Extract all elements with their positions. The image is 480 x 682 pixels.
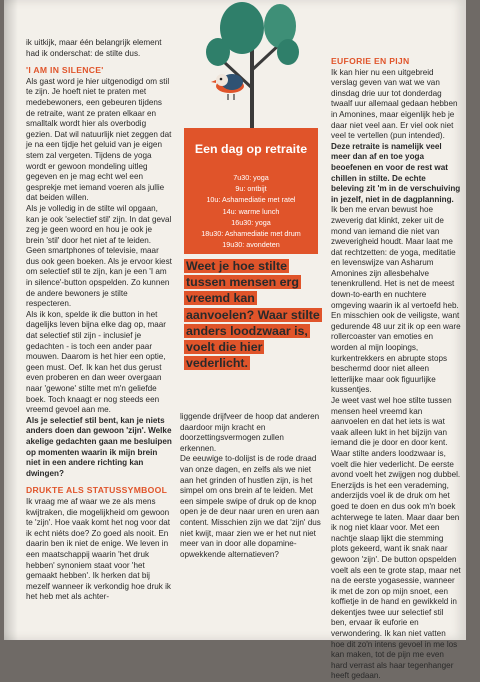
paragraph: liggende drijfveer de hoop dat anderen daardoor mijn kracht en doorzettingsvermogen zullen erkennen. <box>180 412 320 453</box>
pull-quote-text: Weet je hoe stilte tussen mensen erg vreemd kan aanvoelen? Waar stilte anders loodzwaar is, voelt die hier vederlicht. <box>186 259 320 371</box>
paragraph-text: Ik kan hier nu een uitgebreid verslag geven van wat we van dinsdag drie uur tot donderdag twaalf uur allemaal gedaan hebben in Amonines, maar eigenlijk heb je daar niet veel aan. Er viel ook niet veel te vertellen (pun intended). <box>331 67 458 141</box>
right-column <box>331 56 461 682</box>
paragraph: Ik vraag me af waar we ze als mens kwijtraken, die mogelijkheid om gewoon te 'zijn'. Hoe vaak komt het nog voor dat ik echt niéts doe? Zo goed als nooit. En daarin ben ik niet de enige. We leven in een maatschappij waarin 'het druk hebben' synoniem staat voor 'het gemaakt hebben'. Ik herken dat bij mezelf wanneer ik verkondig hoe druk ik het heb met als achter- <box>26 496 171 602</box>
heading-status: DRUKTE ALS STATUSSYMBOOL <box>26 485 168 496</box>
schedule-item: 16u30: yoga <box>231 217 271 227</box>
schedule-item: 18u30: Ashamediatie met drum <box>201 229 301 239</box>
heading-euphoria: EUFORIE EN PIJN <box>331 56 410 66</box>
pull-quote <box>184 258 320 371</box>
schedule-item: 19u30: avondeten <box>222 240 280 250</box>
schedule-item: 14u: warme lunch <box>222 206 280 216</box>
page-fold-shadow <box>4 0 18 640</box>
paragraph: En misschien ook de veiligste, want gedurende 48 uur zit ik op een ware rollercoaster van emoties en worden al mijn loopings, kurkentrekkers en abrupte stops beschermd door niet alleen letterlijke maar ook figuurlijke kussentjes. <box>331 311 461 395</box>
middle-column <box>180 412 322 560</box>
schedule-box <box>184 128 318 254</box>
bold-paragraph: Als je selectief stil bent, kan je niets anders doen dan gewoon 'zijn'. Welke akelige gedachten gaan me besluipen op momenten waarin ik mijn brein niet in een andere richting kan dwingen? <box>26 415 172 478</box>
schedule-item: 9u: ontbijt <box>235 184 267 194</box>
heading-silence: 'I AM IN SILENCE' <box>26 65 104 76</box>
schedule-title: Een dag op retraite <box>194 142 308 156</box>
schedule-list <box>184 172 318 250</box>
bold-text: Deze retraite is namelijk veel meer dan af en toe yoga beoefenen en voor de rest wat chillen in stilte. De echte beleving zit 'm in de verschuiving in jezelf, niet in de dagplanning. <box>331 141 461 204</box>
paragraph: Als je volledig in de stilte wil opgaan, kan je ook 'selectief stil' zijn. In dat geval zeg je geen woord en hou je ook je brein 'stil' door het niet af te leiden. Geen smartphones of televisie, maar dus ook geen boeken. Als je ervoor kiest om selectief stil te zijn, kan je een 'I am in silence'-button opspelden. Zo kunnen de andere bewoners je stilte respecteren. <box>26 203 172 309</box>
left-column <box>26 38 172 603</box>
schedule-item: 7u30: yoga <box>233 173 269 182</box>
tree-bird-illustration <box>180 0 322 140</box>
schedule-item: 10u: Ashamediatie met ratel <box>206 195 296 205</box>
intro-paragraph: ik uitkijk, maar één belangrijk element had ik onderschat: de stilte dus. <box>26 38 162 58</box>
paragraph: De eeuwige to-dolijst is de rode draad van onze dagen, en zelfs als we niet aan het grinden of hustlen zijn, is het simpel om ons brein af te leiden. Met een simpele swipe of druk op de knop open je de deur naar uren en uren aan content. Misschien zijn we dat 'zijn' dus niet kwijt, maar zien we er het nut niet meer van in door alle dopamine-opwekkende alternatieven? <box>180 454 321 559</box>
paragraph-text: Ik ben me ervan bewust hoe zweverig dat klinkt, zeker uit de mond van iemand die niet van zweverigheid houdt. Maar laat me dat rechtzetten: de yoga, meditatie en levenswijze van Asharum Amonines zijn allesbehalve tenenkrullend. Het is net de meest down-to-earth en nuchtere omgeving waarin ik al vertoefd heb. <box>331 205 459 310</box>
paragraph: Je weet vast wel hoe stilte tussen mensen heel vreemd kan aanvoelen en dat het iets is wat vaak alleen lukt in het bijzijn van iemand die je door en door kent. Waar stilte anders loodzwaar is, voelt die hier vederlicht. De eerste avond voelt het zwijgen nog dubbel. Enerzijds is het een verademing, anderzijds voel ik de druk om het goed te doen en dus ook m'n boek achterwege te laten. Maar daar ben ik nog niet klaar voor. Met een nachtje slaap lijkt die stemming plots gekeerd, want ik snak naar gewoon 'zijn'. De button opspelden voelt als een te grote stap, maar net na de eerste yogasessie, wanneer ik met de zon op mijn snoet, een koffietje in de hand en gewikkeld in dekentjes twee uur selectief stil ben, ervaar ik euforie en verwondering. Ik kan niet vatten hoe dit zo'n intens gevoel in me los kan maken, tot de pijn me even hard verrast als haar tegenhanger heeft gedaan. <box>331 396 461 681</box>
paragraph: Als ik kon, spelde ik die button in het dagelijks leven bijna elke dag op, maar dat selectief stil zijn - inclusief je gedachten - is toch een ander paar mouwen. Daarom is het hier een optie, geen must. Oef. Ik kan het dus gerust even proberen en dan weer overgaan naar 'gewone' stilte met m'n geliefde boek. Toch knaagt er nog steeds een vreemd gevoel aan me. <box>26 309 167 415</box>
paragraph <box>331 68 461 312</box>
paragraph: Als gast word je hier uitgenodigd om stil te zijn. Je hoeft niet te praten met medebewoners, een gebeuren tijdens de retraite, want ze praten elkaar en smalltalk wordt hier als overbodig gezien. Dat wil natuurlijk niet zeggen dat je na een tijdje het geluid van je eigen stem zal vergeten. Tijdens de yoga wordt er gewoon mondeling uitleg gegeven en je mag echt wel een gesprekje met iemand voeren als jullie dat beiden willen. <box>26 76 172 203</box>
magazine-page <box>4 0 466 681</box>
